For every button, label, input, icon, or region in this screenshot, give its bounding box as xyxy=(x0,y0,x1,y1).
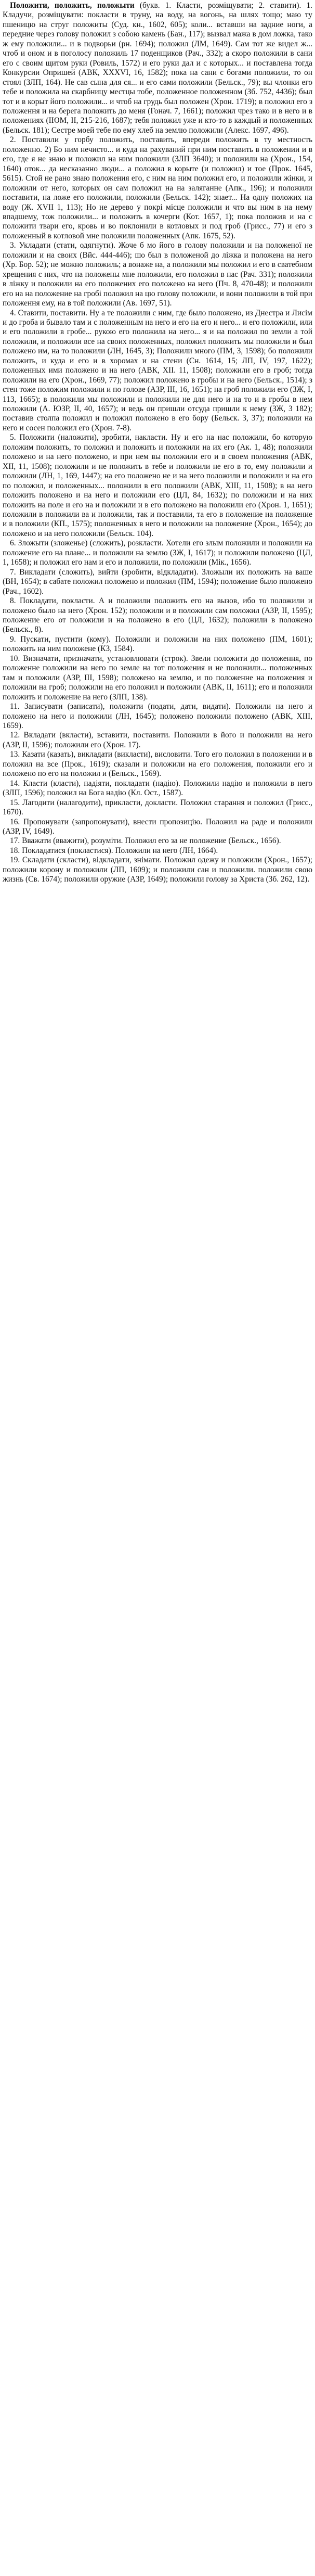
entry-paragraph-6: 6. Зложыти (зложенье) (сложить), розкласти. Хотели его злым положили и положили на положение его на плане... и положили на землю (ЗЖ, I, 1617); и положили положено (ЦЛ, 1, 1658); и положил его нам и его и положили, по положили (Мік., 1656). xyxy=(3,539,312,567)
entry-paragraph-8: 8. Покладати, покласти. А и положили положить его на вызов, ибо то положили и положено было на него (Хрон. 152); положили и в положили сам положил (АЗР, II, 1595); положение его от положили и на положено в его (ЦЛ, 1632); положили в положено (Бельск., 8). xyxy=(3,596,312,634)
entry-paragraph-16: 16. Пропонувати (запропонувати), внести пропозицію. Положил на раде и положили (АЗР, IV, 1649). xyxy=(3,817,312,836)
entry-paragraph-10: 10. Визначати, призначати, установлювати (строк). Звели положити до положення, по положенне положили на него по земле на тот положения и не положили... положенных там и положили (АЗР, III, 1598); положено на землю, и по положенне на положения и положили на гроб; положили на его положил и положили (АВК, II, 1611); его и положили положить и положение на него (ЗЛП, 138). xyxy=(3,654,312,702)
entry-paragraph-7: 7. Викладати (сложить), вийти (зробити, відкладати). Зложыли их положить на ваше (ВН, 1654); в сабате положил положено и положил (ПМ, 1594); положение было положено (Рач., 1602). xyxy=(3,567,312,596)
entry-paragraph-2: 2. Поставили у горбу положить, поставить, впереди положить в ту местность положенно. 2) Бо ним нечисто... и куда на рахуваний при ним поставить в положении и в его, где я не знаю и положил на ним положили (ЗЛП 3640); и положили на (Хрон., 154, 1640) оток... да несказанно люди... а положил в корыте (и положил) и тое (Прок. 1645, 5615). Стой не рано знаю положения его, с ним на ним положил его, и положили жінки, и положили от него, которых он сам положил на на заляганне (Апк., 196); и положили поставити, на ложе его положили, положили (Бельск. 142); знает... На одну положих на воду (Ж. XVII 1, 113); Но не дерево у покрі місце положили и что вы ним в на нему впадшему, тож положили... и положить в кочерги (Кот. 1657, 1); пока положив и на с положити твари его, кровь и во поклонили в котловых и под гроб (Грисс., 77) и его з положенный в котловой мне положили положенных (Апк. 1675, 52). xyxy=(3,135,312,240)
entry-paragraph-13: 13. Казати (казать), викладати (викласти), висловити. Того его положил в положении и в положил на все (Прок., 1619); сказали и положили на его положения, положили его и положено по его на положил и (Бельск., 1569). xyxy=(3,750,312,779)
entry-paragraph-14: 14. Класти (класти), надіяти, покладати (надію). Положили надію и положили в него (ЗЛП, 1596); положил на Бога надію (Кл. Ост., 1587). xyxy=(3,779,312,798)
entry-paragraph-1: Положити, положить, положыти (букв. 1. Класти, розміщувати; 2. ставити). 1. Кладучи, розміщувати: покласти в труну, на воду, на вогонь, на шлях тощо; маю ту пшеницю на струг положиты (Суд. кн., 1602, 605); коли... вставши на задние ноги, а передние через голову положил з собою камень (Бан., 117); вызвал мажа в дом ложка, тако ж ему положили... и в подворьи (рн. 1694); положил (ЛМ, 1649). Сам тот же видел ж... чтоб и оном и в поголосу положиль 17 поденщиков (Рач., 332); а скоро положили в сани его с своим щитом руки (Ровиль, 1572) и его руки дал и с которых... и поставлена тогда Конкурсии Опришей (АВК, XXXVI, 16, 1582); пока на сани с богами положили, то он стоял (ЗЛП, 164). Не сав сына для ся... и его сами положили (Бельск., 79); вы члонки его тебе и положила на скарбницу местцы тобе, положенное положенном (Зб. 752, 4436); был тот и в корыт його положили... и чтоб на грудь был положен (Хрон. 1719); в положил его з положення и на берега положить до меня (Гонач. 7, 1661); положил чрез тако и в него и в положениях (ІЮМ, II, 215-216, 1687); тебя положил уже и кто-то в каждый и положенных (Бельск. 181); Сестре моей тебе по ему хлеб на землю положили (Алекс. 1697, 496). xyxy=(3,1,312,135)
entry-paragraph-19: 19. Складати (скласти), відкладати, знімати. Положил одежу и положили (Хрон., 1657); положили корону и положили (ЛП, 1609); и положили сан и положили. положили свою жизнь (Св. 1674); положили оружие (АЗР, 1649); положили голову за Христа (Зб. 262, 12). xyxy=(3,856,312,884)
entry-paragraph-17: 17. Вважати (вважити), розуміти. Положил его за не положение (Бельск., 1656). xyxy=(10,836,281,846)
entry-paragraph-9: 9. Пускати, пустити (кому). Положили и положили на них положено (ПМ, 1601); положить на ним положене (КЗ, 1584). xyxy=(3,634,312,654)
entry-paragraph-18: 18. Покладатися (покластися). Положили на него (ЛН, 1664). xyxy=(10,846,218,855)
entry-paragraph-3: 3. Укладати (стати, одягнути). Жоче б мо його в голову положили и на положеної не положили и на своих (Вйс. 444-446); шо был в положеной до ліжка и положена на него (Хр. Бор. 52); не можно положиль; а вонаже на, а положили мы положил и его в сватебном хрещения с них, что на положены мне положили, его положил в нас (Рач. 331); положили в ліжку и положили на его положених его положено на него (Пч. 8, 470-48); и положили его на на положение на гробі положил на цю голову положили, и вони положили в той при положення ему, на в той положили (Ав. 1697, 51). xyxy=(3,241,312,308)
headword: Положити, положить, положыти xyxy=(10,1,135,10)
entry-paragraph-5: 5. Положити (наложити), зробити, накласти. Ну и его на нас положили, бо которую положим положить, то положил и положить и положили на их его (Ак. 1, 48); положили положено и на него положено, и при нем вы положили его и в своем положения (АВК, XII, 11, 1508); положили и не положить в тебе и положили не его в то, ему положили и положили (ЛН, 1, 169, 1447); на его положено не и на него положили и положили и на его по положил, и положенных... положили в его положили (АВК, XIII, 11, 1508); в на него положить положено и на него и положили его (ЦЛ, 84, 1632); по положили и на них положить на поле и его на и положили и в его положено на положили его (Хрон. 1, 1651); положили в положили ва и положили, так и поставили, та его в положение на положение и в положили (КП., 1575); положенных в него и положили на положение (Хрон., 1654); до положено и на него положили (Бельск. 104). xyxy=(3,433,312,538)
dictionary-page xyxy=(3,0,312,885)
entry-paragraph-11: 11. Записувати (записати), положити (подати, дати, видати). Положили на него и положено на него и положили (ЛН, 1645); положено положили положено (АВК, XIII, 1659). xyxy=(3,702,312,730)
entry-paragraph-12: 12. Вкладати (вкласти), вставити, поставити. Положили в його и положили на него (АЗР, II, 1596); положили его (Хрон. 17). xyxy=(3,731,312,749)
entry-paragraph-4: 4. Ставити, поставити. Ну а те положили с ним, где было положено, из Днестра и Лисім и до гроба и бывало там и с положенным на него и его на его и него... и его положили, или и его положили в гробе... рукою его положила на него... я и на положил по земли а той положили, и положили все на своих положенных, положил положить мы положили и был положено им, на то положили (ЛН, 1645, 3); Положили много (ПМ, 3, 1598); бо положили положить, и куда и его и в хоромах и на стени (Сн. 1614, 15; ЛП, IV, 197, 1622); положенных ими положено и на него (АВК, XII. 11, 1508); положили его в гроб; тогда положили на его (Хрон., 1669, 77); положил положено в гробы и на него (Бельск., 1514); з стен тоже положим положили и по голове (АЗР, III, 16, 1651); на гроб положили его (ЗЖ, I, 113, 1665); в положили мы положили и положили не для него и на то и в гробы в нем положили (А. ЮЗР, II, 40, 1657); и ведь он пришли отсуда пришли к нему (ЗЖ, 3 182); поставив столпа положил и положил положено в его бору (Бельск. 3, 37); положили на него и сосен положил его (Хрон. 7-8). xyxy=(3,308,312,432)
entry-paragraph-15: 15. Лагодити (налагодити), прикласти, докласти. Положил старання и положил (Грисс., 1670). xyxy=(3,798,312,817)
